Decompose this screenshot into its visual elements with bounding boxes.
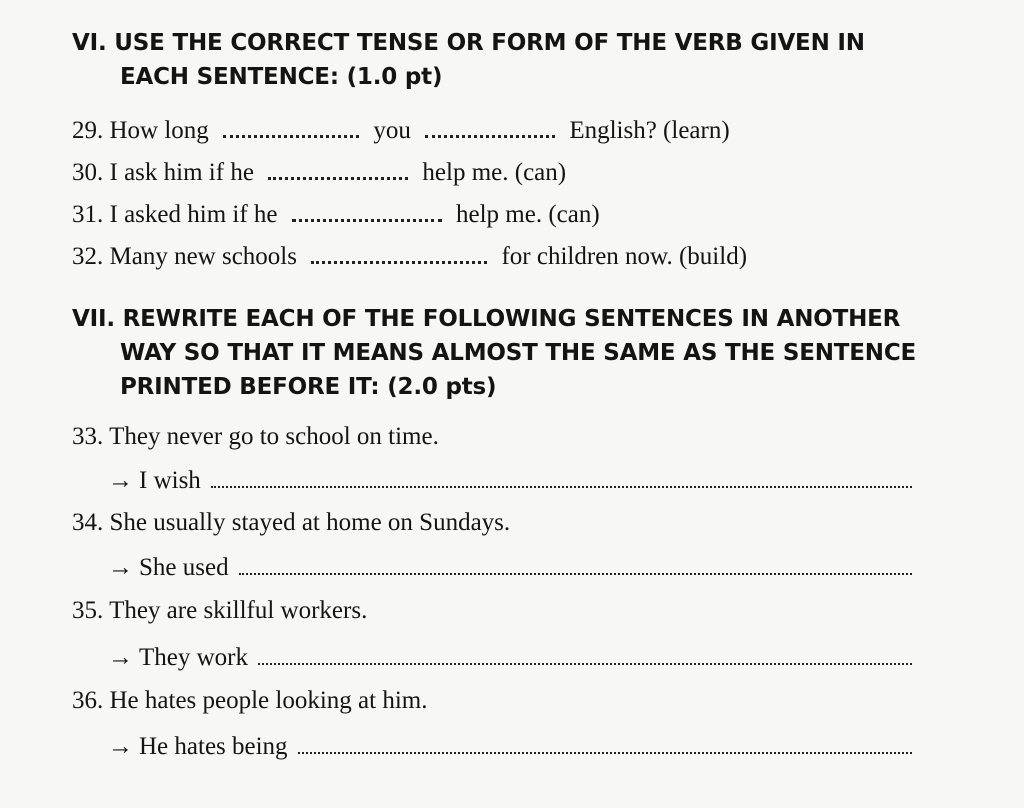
question-number: 35. xyxy=(72,597,104,624)
question-text: Many new schools xyxy=(109,243,297,270)
section-vii-title-line3: PRINTED BEFORE IT: (2.0 pts) xyxy=(120,374,497,400)
question-number: 33. xyxy=(72,423,104,450)
question-text: help me. (can) xyxy=(456,201,600,228)
section-vii-title-line2: WAY SO THAT IT MEANS ALMOST THE SAME AS THE SENTENCE xyxy=(120,340,917,366)
answer-line-35 xyxy=(108,643,912,673)
question-32 xyxy=(72,242,747,272)
answer-blank[interactable] xyxy=(211,482,912,488)
answer-blank[interactable] xyxy=(223,131,359,138)
question-text: help me. (can) xyxy=(422,159,567,186)
question-text: She usually stayed at home on Sundays. xyxy=(109,509,511,536)
question-number: 29. xyxy=(72,117,104,144)
section-vi-title-line1: VI. USE THE CORRECT TENSE OR FORM OF THE VERB GIVEN IN xyxy=(72,30,865,56)
answer-blank[interactable] xyxy=(298,748,912,754)
question-number: 34. xyxy=(72,509,104,536)
question-29 xyxy=(72,116,730,146)
question-text: He hates people looking at him. xyxy=(109,687,428,714)
question-text: I ask him if he xyxy=(109,159,254,186)
question-text: English? (learn) xyxy=(569,117,730,144)
question-text: How long xyxy=(109,117,209,144)
section-vi-title-line2: EACH SENTENCE: (1.0 pt) xyxy=(120,64,443,90)
arrow-icon: → xyxy=(108,467,133,494)
answer-prompt: I wish xyxy=(139,467,201,494)
question-number: 31. xyxy=(72,201,104,228)
answer-line-36 xyxy=(108,732,912,762)
answer-blank[interactable] xyxy=(239,569,912,575)
question-text: you xyxy=(373,117,411,144)
arrow-icon: → xyxy=(108,644,133,671)
question-text: They never go to school on time. xyxy=(109,423,439,450)
answer-line-34 xyxy=(108,553,912,583)
question-text: I asked him if he xyxy=(109,201,278,228)
section-vi-title xyxy=(72,26,865,94)
answer-prompt: He hates being xyxy=(139,733,288,760)
answer-blank[interactable] xyxy=(268,173,408,180)
question-36 xyxy=(72,686,427,716)
question-34 xyxy=(72,508,510,538)
question-35 xyxy=(72,596,367,626)
arrow-icon: → xyxy=(108,733,133,760)
section-vii-title xyxy=(72,302,916,404)
answer-prompt: They work xyxy=(139,644,248,671)
question-text: They are skillful workers. xyxy=(109,597,368,624)
answer-blank[interactable] xyxy=(311,257,487,264)
question-30 xyxy=(72,158,566,188)
question-text: for children now. (build) xyxy=(501,243,748,270)
answer-line-33 xyxy=(108,466,912,496)
section-vii-title-line1: VII. REWRITE EACH OF THE FOLLOWING SENTENCES IN ANOTHER xyxy=(72,306,901,332)
answer-blank[interactable] xyxy=(258,659,912,665)
question-number: 36. xyxy=(72,687,104,714)
question-31 xyxy=(72,200,600,230)
answer-blank[interactable] xyxy=(425,131,555,138)
question-number: 30. xyxy=(72,159,104,186)
answer-blank[interactable] xyxy=(292,215,442,222)
answer-prompt: She used xyxy=(139,554,229,581)
question-number: 32. xyxy=(72,243,104,270)
arrow-icon: → xyxy=(108,554,133,581)
question-33 xyxy=(72,422,439,452)
